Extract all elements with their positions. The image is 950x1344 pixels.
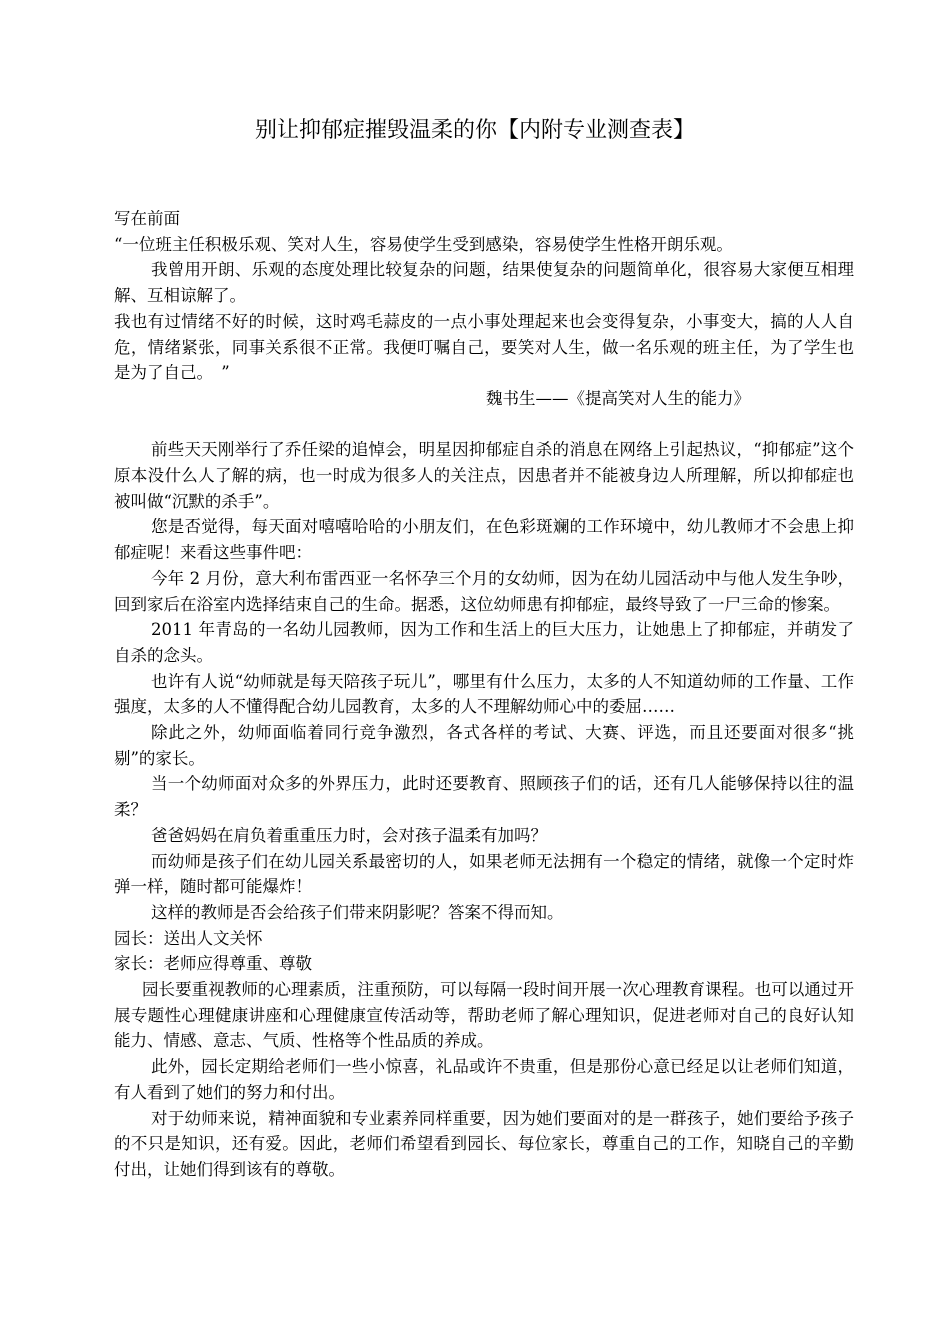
- body-paragraph: 爸爸妈妈在肩负着重重压力时，会对孩子温柔有加吗？: [151, 825, 547, 845]
- quote-attribution: 魏书生——《提高笑对人生的能力》: [486, 388, 750, 408]
- subhead-principal: 园长：送出人文关怀: [114, 928, 263, 948]
- body-paragraph: 除此之外，幼师面临着同行竞争激烈，各式各样的考试、大赛、评选，而且还要面对很多“挑剔”的家长。: [114, 723, 854, 768]
- body-paragraph: 当一个幼师面对众多的外界压力，此时还要教育、照顾孩子们的话，还有几人能够保持以往的温柔？: [114, 774, 854, 820]
- body-paragraph: 也许有人说“幼师就是每天陪孩子玩儿”，哪里有什么压力，太多的人不知道幼师的工作量、工作强度，太多的人不懂得配合幼儿园教育，太多的人不理解幼师心中的委屈……: [114, 671, 854, 717]
- body-paragraph: 而幼师是孩子们在幼儿园关系最密切的人，如果老师无法拥有一个稳定的情绪，就像一个定时炸弹一样，随时都可能爆炸！: [114, 851, 854, 897]
- quote-paragraph-3: 我也有过情绪不好的时候，这时鸡毛蒜皮的一点小事处理起来也会变得复杂，小事变大，搞的人人自危，情绪紧张，同事关系很不正常。我便叮嘱自己，要笑对人生，做一名乐观的班主任，为了学生也是为了自己。 ”: [114, 311, 854, 383]
- paragraph-gap: [114, 412, 854, 438]
- document-title: 别让抑郁症摧毁温柔的你【内附专业测查表】: [254, 118, 695, 143]
- subhead-parents: 家长：老师应得尊重、尊敬: [114, 954, 312, 974]
- body-paragraph: 您是否觉得，每天面对嘻嘻哈哈的小朋友们，在色彩斑斓的工作环境中，幼儿教师才不会患上抑郁症呢！来看这些事件吧：: [114, 517, 854, 563]
- body-paragraph: 今年 2 月份，意大利布雷西亚一名怀孕三个月的女幼师，因为在幼儿园活动中与他人发生争吵，回到家后在浴室内选择结束自己的生命。据悉，这位幼师患有抑郁症，最终导致了一尸三命的惨案。: [114, 568, 854, 614]
- body-paragraph: 这样的教师是否会给孩子们带来阴影呢？答案不得而知。: [151, 902, 564, 922]
- quote-paragraph-1: “一位班主任积极乐观、笑对人生，容易使学生受到感染，容易使学生性格开朗乐观。: [114, 234, 733, 254]
- closing-paragraph: 园长要重视教师的心理素质，注重预防，可以每隔一段时间开展一次心理教育课程。也可以通过开展专题性心理健康讲座和心理健康宣传活动等，帮助老师了解心理知识，促进老师对自己的良好认知能力、情感、意志、气质、性格等个性品质的养成。: [114, 980, 854, 1051]
- document-body: [114, 206, 854, 1183]
- closing-paragraph: 对于幼师来说，精神面貌和专业素养同样重要，因为她们要面对的是一群孩子，她们要给予孩子的不只是知识，还有爱。因此，老师们希望看到园长、每位家长，尊重自己的工作，知晓自己的辛勤付出，让她们得到该有的尊敬。: [114, 1108, 854, 1179]
- quote-paragraph-2: 我曾用开朗、乐观的态度处理比较复杂的问题，结果使复杂的问题简单化，很容易大家便互相理解、互相谅解了。: [114, 260, 854, 306]
- closing-paragraph: 此外，园长定期给老师们一些小惊喜，礼品或许不贵重，但是那份心意已经足以让老师们知道，有人看到了她们的努力和付出。: [114, 1057, 854, 1102]
- body-paragraph: 前些天天刚举行了乔任梁的追悼会，明星因抑郁症自杀的消息在网络上引起热议，“抑郁症”这个原本没什么人了解的病，也一时成为很多人的关注点，因患者并不能被身边人所理解，所以抑郁症也被叫做“沉默的杀手”。: [114, 440, 854, 511]
- intro-heading: 写在前面: [114, 209, 180, 228]
- body-paragraph: 2011 年青岛的一名幼儿园教师，因为工作和生活上的巨大压力，让她患上了抑郁症，并萌发了自杀的念头。: [114, 620, 854, 665]
